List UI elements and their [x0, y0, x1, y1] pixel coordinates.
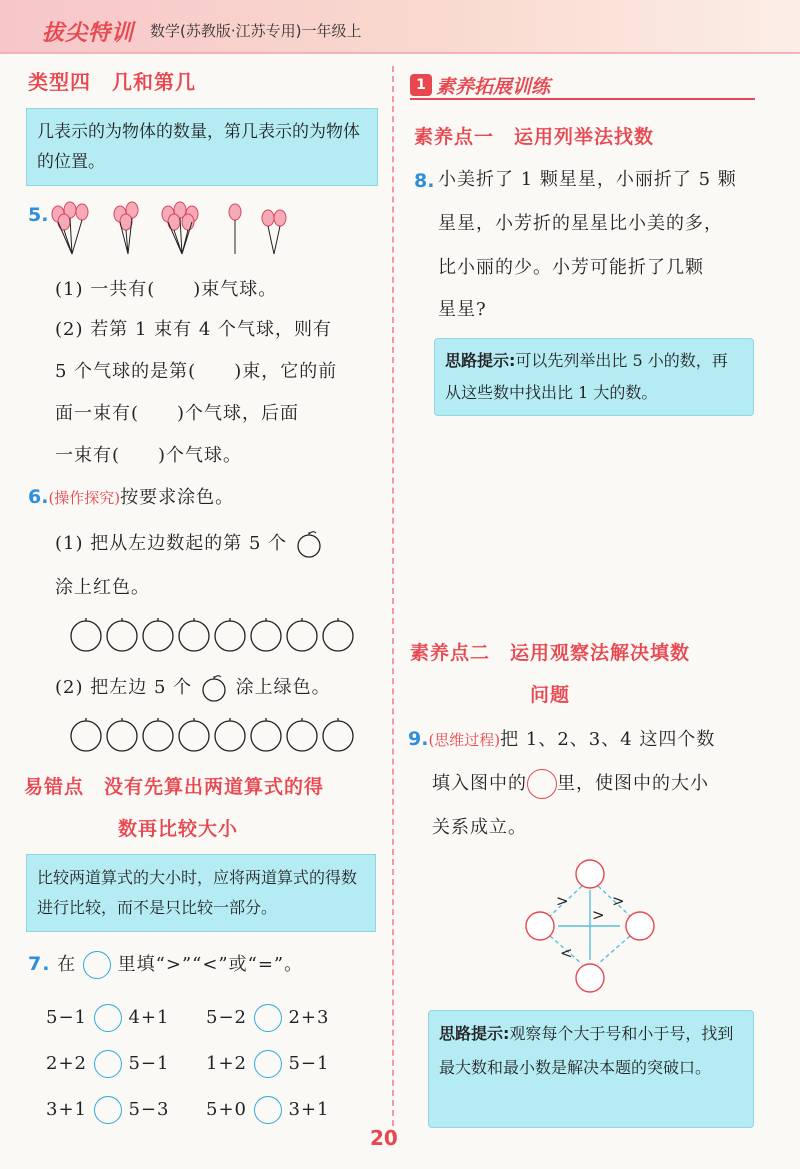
balloon-bunch-3	[162, 202, 198, 254]
q6-part1-line1	[55, 524, 324, 564]
balloon-bunch-4	[229, 204, 241, 254]
sign-3: <	[560, 944, 573, 962]
q7-header	[28, 944, 303, 985]
q7-grid	[46, 998, 376, 1136]
brand-logo: 拔尖特训	[42, 21, 135, 46]
balloon-bunch-1	[52, 202, 88, 254]
compare-circle[interactable]	[254, 1050, 282, 1078]
column-divider	[392, 66, 394, 1136]
q9-number: 9.	[408, 728, 429, 750]
q6-part1-text-a: (1) 把从左边数起的第 5 个	[55, 533, 288, 554]
apple-icon	[294, 530, 324, 558]
q9-diagram	[520, 856, 660, 996]
q9-line3: 关系成立。	[432, 817, 527, 838]
fill-circle[interactable]	[576, 860, 604, 888]
error-point-title-2: 数再比较大小	[118, 818, 239, 840]
compare-circle[interactable]	[94, 1050, 122, 1078]
q5-number: 5.	[28, 204, 49, 226]
type4-tip: 几表示的为物体的数量，第几表示的为物体的位置。	[26, 108, 378, 186]
fill-circle[interactable]	[576, 964, 604, 992]
apple-icon	[199, 674, 229, 702]
expr-left: 3+1	[46, 1099, 87, 1120]
s2-title-2: 问题	[530, 684, 571, 706]
type4-title: 类型四 几和第几	[28, 70, 196, 94]
compare-circle[interactable]	[254, 1096, 282, 1124]
q9-line2-a: 填入图中的	[432, 773, 527, 794]
q8-tip-text: 可以先列举出比 5 小的数，再从这些数中找出比 1 大的数。	[445, 351, 728, 402]
compare-circle[interactable]	[254, 1004, 282, 1032]
q8-line2: 星星，小芳折的星星比小美的多，	[438, 213, 723, 234]
q8-tip-label: 思路提示:	[445, 351, 516, 370]
q9-tip-text: 观察每个大于号和小于号，找到最大数和最小数是解决本题的突破口。	[439, 1024, 734, 1077]
q5-part2-line1: (2) 若第 1 束有 4 个气球，则有	[55, 319, 333, 340]
banner-title: 素养拓展训练	[436, 76, 551, 98]
q7-number: 7.	[28, 953, 51, 975]
answer-circle-icon	[83, 951, 111, 979]
expr-right: 3+1	[288, 1099, 330, 1120]
q5-part1: (1) 一共有( )束气球。	[55, 279, 278, 300]
q6-part2	[55, 668, 331, 708]
q6-part2-text-b: 涂上绿色。	[235, 677, 331, 698]
error-point-tip: 比较两道算式的大小时，应将两道算式的得数进行比较，而不是只比较一部分。	[26, 854, 376, 932]
expr-right: 5−3	[128, 1099, 170, 1120]
q7-text-b: 里填“>”“<”或“=”。	[117, 954, 304, 975]
q9-tag: (思维过程)	[428, 731, 501, 749]
expr-right: 2+3	[288, 1007, 330, 1028]
expr-right: 5−1	[128, 1053, 170, 1074]
expr-right: 5−1	[288, 1053, 330, 1074]
fill-circle[interactable]	[626, 912, 654, 940]
s2-title-1: 素养点二 运用观察法解决填数	[410, 642, 691, 664]
q9-line2	[432, 764, 709, 804]
q7-row	[46, 998, 376, 1044]
q6-tag: (操作探究)	[48, 489, 121, 507]
book-title: 数学(苏教版·江苏专用)一年级上	[150, 22, 362, 40]
balloon-bunch-2	[114, 202, 138, 254]
q5-part2-line2: 5 个气球的是第( )束，它的前	[55, 361, 338, 382]
q6-part2-text-a: (2) 把左边 5 个	[55, 677, 193, 698]
apple-row-1	[68, 618, 368, 654]
expr-right: 4+1	[128, 1007, 170, 1028]
q7-row	[46, 1090, 376, 1136]
fill-circle[interactable]	[526, 912, 554, 940]
sign-2: >	[612, 892, 625, 910]
expr-left: 2+2	[46, 1053, 87, 1074]
q6-part1-line2: 涂上红色。	[55, 577, 150, 598]
expr-left: 5−1	[46, 1007, 87, 1028]
balloon-bunch-5	[262, 210, 286, 254]
q8-tip	[434, 338, 754, 416]
error-point-title-1: 易错点 没有先算出两道算式的得	[24, 776, 325, 798]
q9-tip	[428, 1010, 754, 1128]
q7-row	[46, 1044, 376, 1090]
q6-text: 按要求涂色。	[120, 487, 235, 508]
q8-number: 8.	[414, 170, 435, 192]
q8-line4: 星星?	[438, 299, 487, 320]
banner-icon: 1	[410, 74, 432, 96]
expr-left: 1+2	[206, 1053, 247, 1074]
q8-line1: 小美折了 1 颗星星，小丽折了 5 颗	[438, 169, 737, 190]
answer-circle-icon	[527, 769, 557, 799]
q9-line2-b: 里，使图中的大小	[557, 773, 709, 794]
compare-circle[interactable]	[94, 1096, 122, 1124]
sign-1: >	[556, 892, 569, 910]
q8-line3: 比小丽的少。小芳可能折了几颗	[438, 257, 704, 278]
q9-line1: 把 1、2、3、4 这四个数	[500, 729, 716, 750]
page-number: 20	[370, 1126, 398, 1150]
q9-tip-label: 思路提示:	[439, 1024, 510, 1043]
expr-left: 5+0	[206, 1099, 247, 1120]
s1-title: 素养点一 运用列举法找数	[414, 126, 655, 148]
apple-row-2	[68, 718, 368, 754]
compare-circle[interactable]	[94, 1004, 122, 1032]
q9-header	[408, 720, 715, 760]
q6-header	[28, 478, 234, 518]
q5-part2-line4: 一束有( )个气球。	[55, 445, 243, 466]
q6-number: 6.	[28, 486, 49, 508]
expr-left: 5−2	[206, 1007, 247, 1028]
q5-part2-line3: 面一束有( )个气球，后面	[55, 403, 300, 424]
q7-text-a: 在	[57, 954, 77, 975]
balloons-illustration	[50, 198, 310, 262]
sign-4: >	[592, 906, 605, 924]
